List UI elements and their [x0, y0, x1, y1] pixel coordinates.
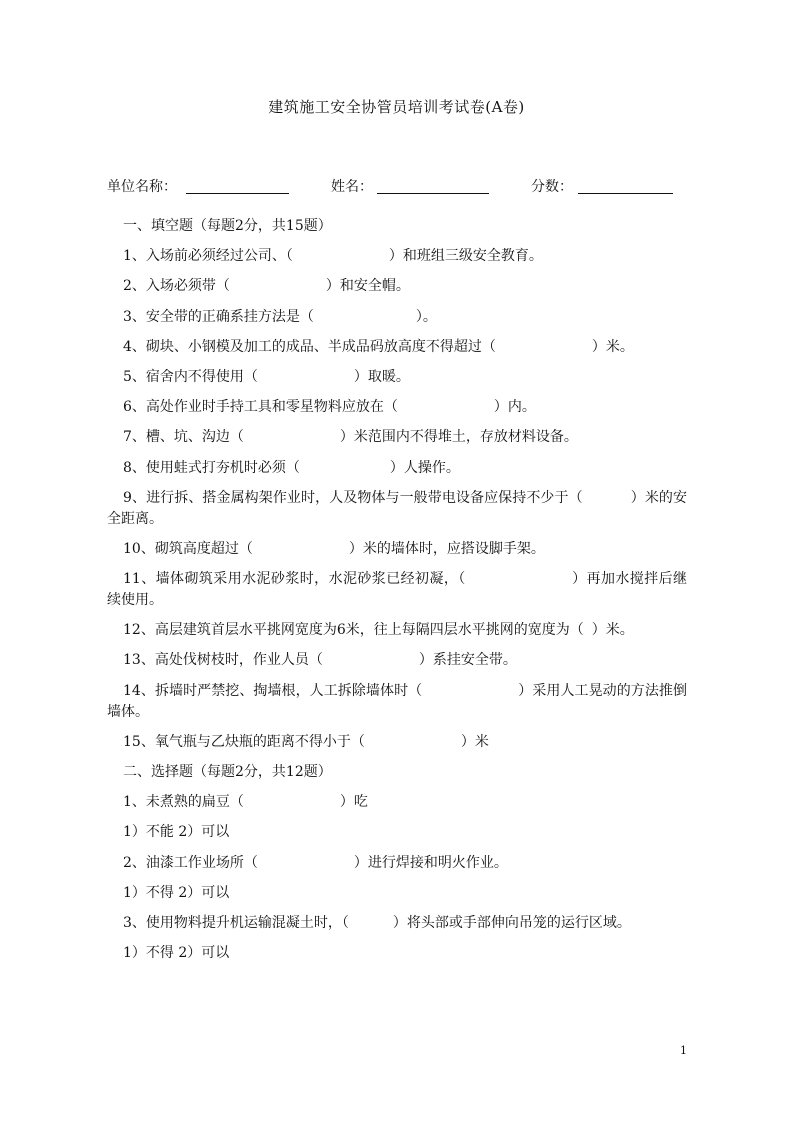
question-item: 9、进行拆、搭金属构架作业时，人及物体与一般带电设备应保持不少于（ ）米的安全距离。	[107, 489, 688, 527]
question-item: 8、使用蛙式打夯机时必须（ ）人操作。	[123, 459, 460, 476]
question-options: 1）不得 2）可以	[123, 945, 230, 962]
question-item: 5、宿舍内不得使用（ ）取暖。	[123, 368, 410, 385]
page-title: 建筑施工安全协管员培训考试卷(A卷)	[268, 98, 525, 116]
question-item: 2、入场必须带（ ）和安全帽。	[123, 278, 410, 295]
question-item: 11、墙体砌筑采用水泥砂浆时，水泥砂浆已经初凝，（ ）再加水搅拌后继续使用。	[107, 571, 687, 609]
question-options: 1）不得 2）可以	[123, 884, 230, 901]
question-item: 12、高层建筑首层水平挑网宽度为6米，往上每隔四层水平挑网的宽度为（ ）米。	[123, 622, 634, 639]
page-number: 1	[680, 1044, 687, 1057]
question-item: 3、安全带的正确系挂方法是（ ）。	[123, 308, 437, 325]
question-item: 3、使用物料提升机运输混凝土时，（ ）将头部或手部伸向吊笼的运行区域。	[123, 914, 631, 931]
question-item: 1、未煮熟的扁豆（ ）吃	[123, 794, 368, 811]
question-item: 7、槽、坑、沟边（ ）米范围内不得堆土，存放材料设备。	[123, 429, 578, 446]
question-item: 2、油漆工作业场所（ ）进行焊接和明火作业。	[123, 854, 508, 871]
question-item: 6、高处作业时手持工具和零星物料应放在（ ）内。	[123, 399, 536, 416]
question-item: 10、砌筑高度超过（ ）米的墙体时，应搭设脚手架。	[123, 540, 545, 557]
question-item: 14、拆墙时严禁挖、掏墙根，人工拆除墙体时（ ）采用人工晃动的方法推倒墙体。	[107, 682, 687, 720]
question-item: 15、氧气瓶与乙炔瓶的距离不得小于（ ）米	[123, 733, 489, 750]
question-options: 1）不能 2）可以	[123, 824, 230, 841]
score-label: 分数：	[531, 179, 573, 195]
name-blank[interactable]	[377, 193, 489, 194]
info-row	[107, 176, 687, 200]
unit-blank[interactable]	[186, 193, 289, 194]
exam-content	[107, 216, 687, 973]
unit-label: 单位名称：	[107, 179, 177, 195]
section-heading-choice: 二、选择题（每题2分，共12题）	[123, 764, 332, 780]
question-item: 4、砌块、小钢模及加工的成品、半成品码放高度不得超过（ ）米。	[123, 338, 634, 355]
score-blank[interactable]	[578, 193, 673, 194]
name-label: 姓名：	[331, 179, 373, 195]
question-item: 13、高处伐树枝时，作业人员（ ）系挂安全带。	[123, 652, 517, 669]
question-item: 1、入场前必须经过公司、（ ）和班组三级安全教育。	[123, 248, 543, 265]
section-heading-fill: 一、填空题（每题2分，共15题）	[123, 218, 332, 234]
